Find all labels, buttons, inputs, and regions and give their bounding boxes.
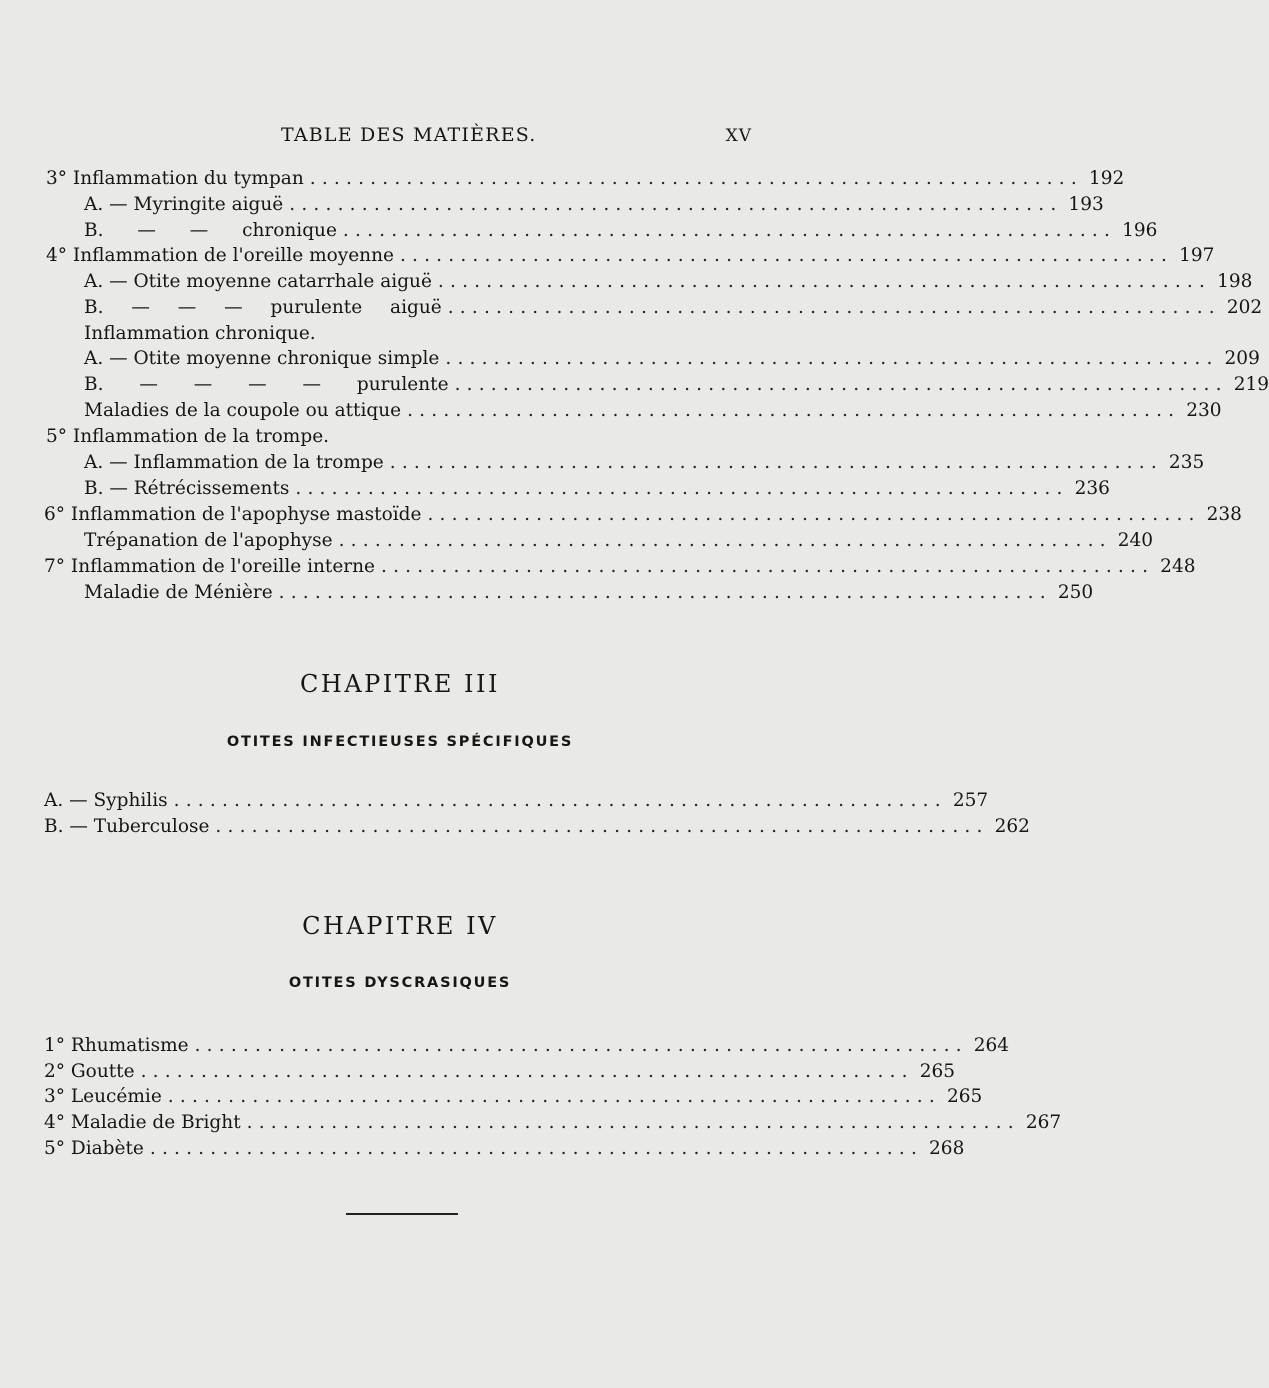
toc-entry-page: 193 <box>1068 194 1104 215</box>
toc-entry-page: 197 <box>1179 245 1215 266</box>
toc-entry <box>84 476 1110 502</box>
toc-entry-label: Trépanation de l'apophyse <box>84 530 333 551</box>
toc-entry-page: 240 <box>1117 530 1154 551</box>
toc-entry-page: 238 <box>1206 504 1242 525</box>
dot-leader: ................................................................ <box>140 1061 914 1082</box>
dot-leader: ................................................................ <box>437 271 1212 292</box>
toc-entry-page: 198 <box>1217 271 1253 292</box>
toc-entry-label: Maladie de Ménière <box>84 582 273 603</box>
toc-entry <box>84 346 1260 372</box>
toc-entry-page: 257 <box>952 790 989 811</box>
toc-entry-page: 250 <box>1057 582 1094 603</box>
toc-entry <box>44 1084 983 1110</box>
toc-entry <box>44 502 1242 528</box>
dot-leader: ................................................................ <box>399 245 1174 266</box>
toc-entry-label: B. — — — — purulente <box>84 374 449 395</box>
toc-entry <box>84 580 1094 606</box>
running-head-title: TABLE DES MATIÈRES. <box>281 124 537 146</box>
toc-entry-label: Maladies de la coupole ou attique <box>84 400 402 421</box>
dot-leader: ................................................................ <box>389 452 1163 473</box>
toc-entry-label: B. — — chronique <box>84 220 337 241</box>
toc-entry <box>44 814 1030 840</box>
toc-entry <box>84 450 1205 476</box>
toc-entry-label: 5° Diabète <box>44 1138 144 1159</box>
running-head <box>0 124 800 154</box>
toc-entry-page: 262 <box>994 816 1030 837</box>
toc-entry <box>84 321 754 347</box>
chapter-three-subtitle: OTITES INFECTIEUSES SPÉCIFIQUES <box>226 734 574 750</box>
toc-entry-page: 268 <box>929 1138 965 1159</box>
toc-entry <box>84 372 1269 398</box>
toc-entry-page: 248 <box>1160 556 1196 577</box>
dot-leader: ................................................................ <box>447 297 1221 318</box>
toc-entry-label: 5° Inflammation de la trompe. <box>46 426 330 447</box>
toc-entry-label: A. — Otite moyenne chronique simple <box>84 348 440 369</box>
closing-rule <box>346 1213 458 1215</box>
toc-entry <box>44 554 1196 580</box>
toc-entry-label: 4° Maladie de Bright <box>44 1112 241 1133</box>
dot-leader: ................................................................ <box>445 348 1219 369</box>
toc-entry-label: 7° Inflammation de l'oreille interne <box>44 556 375 577</box>
toc-entry <box>44 1136 965 1162</box>
dot-leader: ................................................................ <box>454 374 1228 395</box>
dot-leader: ................................................................ <box>215 816 989 837</box>
toc-entry <box>46 166 1125 192</box>
toc-entry <box>84 269 1253 295</box>
dot-leader: ................................................................ <box>246 1112 1020 1133</box>
dot-leader: ................................................................ <box>338 530 1112 551</box>
toc-entry-page: 236 <box>1074 478 1110 499</box>
toc-entry <box>44 1033 1010 1059</box>
toc-entry-page: 196 <box>1122 220 1158 241</box>
dot-leader: ................................................................ <box>427 504 1201 525</box>
chapter-four-title: CHAPITRE IV <box>302 912 498 940</box>
dot-leader: ................................................................ <box>289 194 1063 215</box>
toc-entry-label: A. — Inflammation de la trompe <box>84 452 384 473</box>
toc-entry-label: B. — — — purulente aiguë <box>84 297 442 318</box>
dot-leader: ................................................................ <box>173 790 947 811</box>
toc-entry <box>44 788 989 814</box>
page-folio: XV <box>725 126 752 146</box>
toc-entry-page: 230 <box>1186 400 1222 421</box>
toc-entry-page: 267 <box>1025 1112 1062 1133</box>
toc-entry-page: 209 <box>1224 348 1260 369</box>
dot-leader: ................................................................ <box>407 400 1181 421</box>
chapter-four-subtitle: OTITES DYSCRASIQUES <box>288 975 512 991</box>
toc-entry <box>84 398 1222 424</box>
toc-entry-label: A. — Otite moyenne catarrhale aiguë <box>84 271 432 292</box>
toc-entry-label: 2° Goutte <box>44 1061 135 1082</box>
toc-entry-page: 264 <box>973 1035 1010 1056</box>
dot-leader: ................................................................ <box>381 556 1155 577</box>
dot-leader: ................................................................ <box>295 478 1069 499</box>
toc-entry-label: 6° Inflammation de l'apophyse mastoïde <box>44 504 422 525</box>
toc-entry-page: 202 <box>1226 297 1263 318</box>
toc-entry <box>44 1059 956 1085</box>
toc-entry-label: A. — Myringite aiguë <box>84 194 284 215</box>
toc-entry-label: Inflammation chronique. <box>84 323 316 344</box>
toc-entry-label: 4° Inflammation de l'oreille moyenne <box>46 245 394 266</box>
toc-entry <box>46 424 754 450</box>
toc-entry-label: 1° Rhumatisme <box>44 1035 189 1056</box>
toc-entry <box>84 295 1263 321</box>
toc-entry-page: 265 <box>946 1086 983 1107</box>
toc-entry <box>84 218 1158 244</box>
toc-entry-page: 235 <box>1168 452 1205 473</box>
toc-entry <box>84 528 1154 554</box>
toc-entry-label: 3° Leucémie <box>44 1086 162 1107</box>
toc-entry-page: 265 <box>919 1061 956 1082</box>
toc-entry-page: 192 <box>1088 168 1125 189</box>
toc-entry <box>44 1110 1062 1136</box>
dot-leader: ................................................................ <box>278 582 1052 603</box>
toc-entry <box>46 243 1215 269</box>
dot-leader: ................................................................ <box>342 220 1117 241</box>
dot-leader: ................................................................ <box>149 1138 924 1159</box>
toc-entry-label: B. — Tuberculose <box>44 816 210 837</box>
dot-leader: ................................................................ <box>194 1035 968 1056</box>
toc-entry-label: A. — Syphilis <box>44 790 168 811</box>
dot-leader: ................................................................ <box>167 1086 941 1107</box>
toc-entry-label: B. — Rétrécissements <box>84 478 290 499</box>
dot-leader: ................................................................ <box>309 168 1083 189</box>
toc-entry <box>84 192 1104 218</box>
chapter-three-title: CHAPITRE III <box>300 670 500 698</box>
toc-entry-page: 219 <box>1233 374 1269 395</box>
toc-entry-label: 3° Inflammation du tympan <box>46 168 304 189</box>
